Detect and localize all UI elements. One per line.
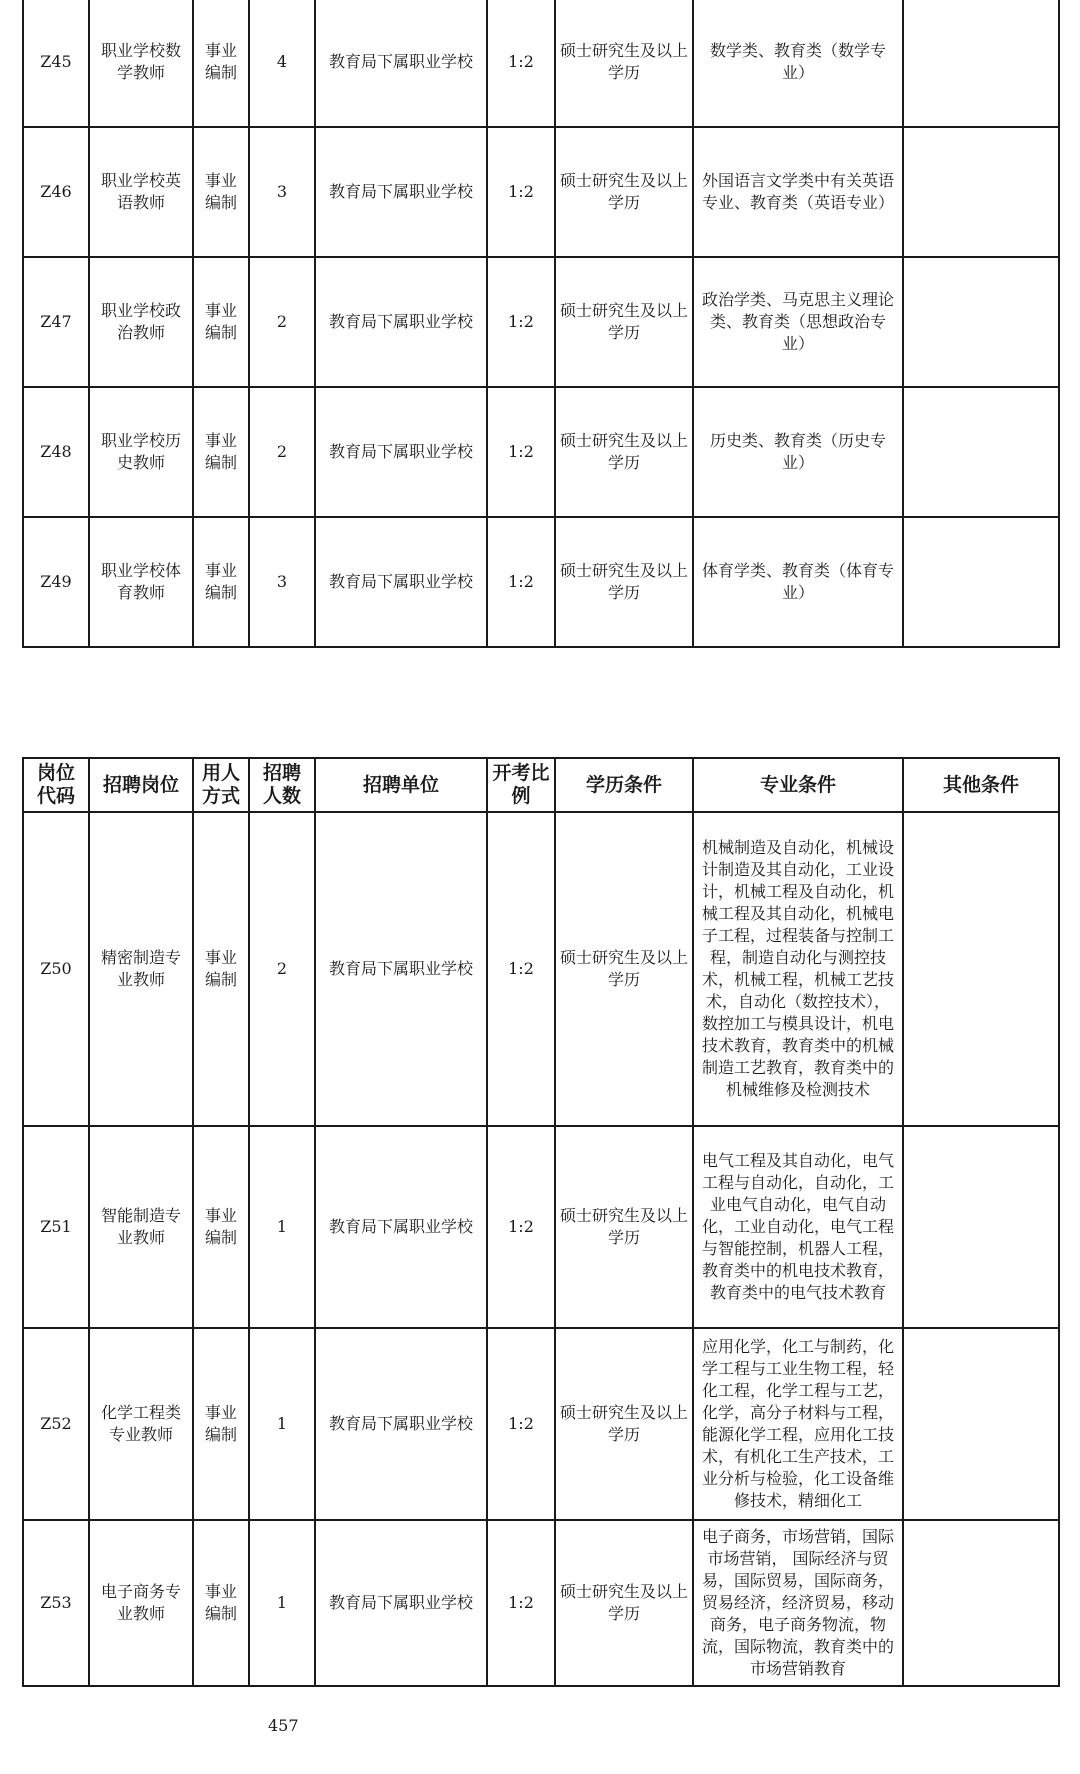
- cell-method: 事业编制: [193, 1328, 249, 1520]
- cell-ratio: 1:2: [487, 517, 555, 647]
- cell-education: 硕士研究生及以上学历: [555, 1520, 693, 1686]
- cell-education: 硕士研究生及以上学历: [555, 1126, 693, 1328]
- cell-other: [903, 1126, 1059, 1328]
- recruitment-table-bottom: [22, 757, 1060, 1687]
- header-unit: 招聘单位: [315, 758, 487, 812]
- cell-other: [903, 127, 1059, 257]
- cell-method: 事业编制: [193, 517, 249, 647]
- cell-ratio: 1:2: [487, 1328, 555, 1520]
- header-ratio: 开考比例: [487, 758, 555, 812]
- cell-other: [903, 0, 1059, 127]
- cell-ratio: 1:2: [487, 1126, 555, 1328]
- recruitment-table-top: [22, 0, 1060, 648]
- cell-unit: 教育局下属职业学校: [315, 387, 487, 517]
- cell-method: 事业编制: [193, 387, 249, 517]
- table-row: [23, 387, 1059, 517]
- page-number: 457: [268, 1716, 299, 1735]
- cell-post: 精密制造专业教师: [89, 812, 193, 1126]
- table-row: [23, 812, 1059, 1126]
- table-row: [23, 257, 1059, 387]
- cell-ratio: 1:2: [487, 387, 555, 517]
- table-row: [23, 1520, 1059, 1686]
- cell-education: 硕士研究生及以上学历: [555, 812, 693, 1126]
- cell-major: 历史类、教育类（历史专业）: [693, 387, 903, 517]
- header-other: 其他条件: [903, 758, 1059, 812]
- cell-method: 事业编制: [193, 812, 249, 1126]
- cell-ratio: 1:2: [487, 257, 555, 387]
- cell-major: 外国语言文学类中有关英语专业、教育类（英语专业）: [693, 127, 903, 257]
- cell-unit: 教育局下属职业学校: [315, 127, 487, 257]
- cell-count: 1: [249, 1126, 315, 1328]
- header-major: 专业条件: [693, 758, 903, 812]
- cell-ratio: 1:2: [487, 0, 555, 127]
- cell-unit: 教育局下属职业学校: [315, 517, 487, 647]
- cell-code: Z49: [23, 517, 89, 647]
- cell-other: [903, 812, 1059, 1126]
- cell-post: 职业学校英语教师: [89, 127, 193, 257]
- cell-code: Z48: [23, 387, 89, 517]
- cell-code: Z53: [23, 1520, 89, 1686]
- cell-ratio: 1:2: [487, 812, 555, 1126]
- cell-code: Z51: [23, 1126, 89, 1328]
- cell-count: 2: [249, 387, 315, 517]
- cell-code: Z52: [23, 1328, 89, 1520]
- table-row: [23, 127, 1059, 257]
- table-row: [23, 1126, 1059, 1328]
- cell-post: 职业学校体育教师: [89, 517, 193, 647]
- cell-post: 智能制造专业教师: [89, 1126, 193, 1328]
- cell-method: 事业编制: [193, 1520, 249, 1686]
- cell-other: [903, 387, 1059, 517]
- cell-major: 政治学类、马克思主义理论类、教育类（思想政治专业）: [693, 257, 903, 387]
- cell-major: 机械制造及自动化，机械设计制造及其自动化，工业设计，机械工程及自动化，机械工程及其自动化，机械电子工程，过程装备与控制工程，制造自动化与测控技术，机械工程，机械工艺技术，自动化（数控技术），数控加工与模具设计，机电技术教育，教育类中的机械制造工艺教育，教育类中的机械维修及检测技术: [693, 812, 903, 1126]
- header-count: 招聘人数: [249, 758, 315, 812]
- header-code: 岗位代码: [23, 758, 89, 812]
- cell-code: Z50: [23, 812, 89, 1126]
- cell-method: 事业编制: [193, 127, 249, 257]
- cell-post: 化学工程类专业教师: [89, 1328, 193, 1520]
- table-row: [23, 0, 1059, 127]
- cell-education: 硕士研究生及以上学历: [555, 1328, 693, 1520]
- cell-education: 硕士研究生及以上学历: [555, 0, 693, 127]
- cell-major: 数学类、教育类（数学专业）: [693, 0, 903, 127]
- table-row: [23, 1328, 1059, 1520]
- cell-count: 1: [249, 1328, 315, 1520]
- cell-unit: 教育局下属职业学校: [315, 812, 487, 1126]
- cell-count: 3: [249, 127, 315, 257]
- cell-post: 电子商务专业教师: [89, 1520, 193, 1686]
- table-header-row: [23, 758, 1059, 812]
- cell-count: 3: [249, 517, 315, 647]
- cell-education: 硕士研究生及以上学历: [555, 127, 693, 257]
- cell-education: 硕士研究生及以上学历: [555, 257, 693, 387]
- cell-ratio: 1:2: [487, 1520, 555, 1686]
- cell-count: 1: [249, 1520, 315, 1686]
- cell-post: 职业学校数学教师: [89, 0, 193, 127]
- cell-count: 2: [249, 812, 315, 1126]
- cell-other: [903, 1328, 1059, 1520]
- cell-major: 体育学类、教育类（体育专业）: [693, 517, 903, 647]
- cell-ratio: 1:2: [487, 127, 555, 257]
- cell-unit: 教育局下属职业学校: [315, 1328, 487, 1520]
- cell-education: 硕士研究生及以上学历: [555, 387, 693, 517]
- header-post: 招聘岗位: [89, 758, 193, 812]
- table-row: [23, 517, 1059, 647]
- cell-unit: 教育局下属职业学校: [315, 1520, 487, 1686]
- cell-unit: 教育局下属职业学校: [315, 1126, 487, 1328]
- cell-major: 电气工程及其自动化，电气工程与自动化，自动化，工业电气自动化，电气自动化，工业自动化，电气工程与智能控制，机器人工程，教育类中的机电技术教育，教育类中的电气技术教育: [693, 1126, 903, 1328]
- cell-unit: 教育局下属职业学校: [315, 0, 487, 127]
- header-education: 学历条件: [555, 758, 693, 812]
- cell-post: 职业学校历史教师: [89, 387, 193, 517]
- cell-method: 事业编制: [193, 0, 249, 127]
- cell-count: 4: [249, 0, 315, 127]
- cell-method: 事业编制: [193, 1126, 249, 1328]
- cell-other: [903, 1520, 1059, 1686]
- cell-method: 事业编制: [193, 257, 249, 387]
- cell-code: Z45: [23, 0, 89, 127]
- cell-code: Z46: [23, 127, 89, 257]
- cell-unit: 教育局下属职业学校: [315, 257, 487, 387]
- cell-major: 电子商务，市场营销，国际市场营销， 国际经济与贸易，国际贸易，国际商务，贸易经济，经济贸易，移动商务，电子商务物流，物流，国际物流，教育类中的市场营销教育: [693, 1520, 903, 1686]
- cell-education: 硕士研究生及以上学历: [555, 517, 693, 647]
- cell-other: [903, 517, 1059, 647]
- header-method: 用人方式: [193, 758, 249, 812]
- cell-count: 2: [249, 257, 315, 387]
- cell-code: Z47: [23, 257, 89, 387]
- cell-post: 职业学校政治教师: [89, 257, 193, 387]
- cell-other: [903, 257, 1059, 387]
- cell-major: 应用化学，化工与制药，化学工程与工业生物工程，轻化工程，化学工程与工艺，化学，高分子材料与工程，能源化学工程，应用化工技术，有机化工生产技术，工业分析与检验，化工设备维修技术，精细化工: [693, 1328, 903, 1520]
